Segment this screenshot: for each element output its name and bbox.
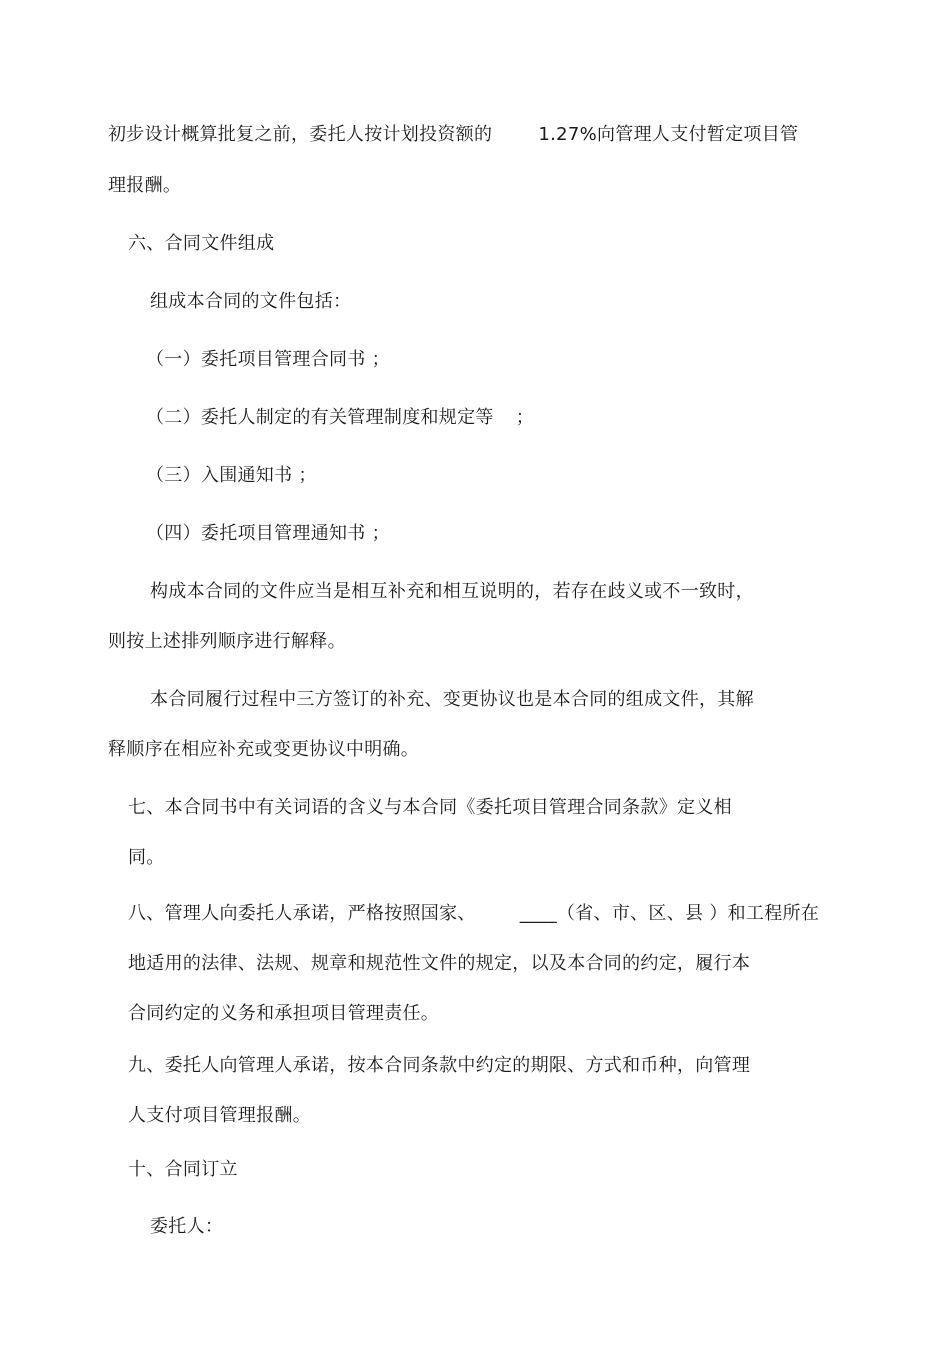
list-item-text: （四）委托项目管理通知书 bbox=[146, 523, 366, 544]
paragraph-line: 地适用的法律、法规、规章和规范性文件的规定，以及本合同的约定，履行本 bbox=[128, 953, 751, 974]
list-item bbox=[146, 522, 390, 546]
section-heading: 六、合同文件组成 bbox=[128, 233, 275, 254]
list-item-text: （二）委托人制定的有关管理制度和规定等 bbox=[146, 407, 494, 428]
signatory-label: 委托人： bbox=[150, 1216, 224, 1237]
text-segment: 1.27%向管理人支付暂定项目管 bbox=[538, 124, 799, 145]
paragraph-line: 人支付项目管理报酬。 bbox=[128, 1105, 311, 1126]
paragraph-line: 则按上述排列顺序进行解释。 bbox=[108, 631, 346, 652]
paragraph-line bbox=[128, 902, 819, 926]
paragraph-line: 七、本合同书中有关词语的含义与本合同《委托项目管理合同条款》定义相 bbox=[128, 797, 732, 818]
text-segment: 八、管理人向委托人承诺，严格按照国家、 bbox=[128, 903, 476, 924]
list-item-punct: ； bbox=[515, 407, 535, 428]
list-item-punct: ； bbox=[371, 523, 390, 544]
list-item-punct: ； bbox=[371, 349, 390, 370]
paragraph-line: 九、委托人向管理人承诺，按本合同条款中约定的期限、方式和币种，向管理 bbox=[128, 1055, 751, 1076]
paragraph-line: 理报酬。 bbox=[108, 175, 182, 196]
list-item bbox=[146, 348, 390, 372]
paragraph-line: 释顺序在相应补充或变更协议中明确。 bbox=[108, 739, 420, 760]
paragraph-line: 构成本合同的文件应当是相互补充和相互说明的，若存在歧义或不一致时， bbox=[150, 581, 754, 602]
text-segment: ____（省、市、区、县 ）和工程所在 bbox=[519, 903, 820, 924]
paragraph-line: 组成本合同的文件包括： bbox=[150, 291, 352, 312]
list-item bbox=[146, 406, 534, 430]
section-heading: 十、合同订立 bbox=[128, 1159, 238, 1180]
text-segment: 初步设计概算批复之前，委托人按计划投资额的 bbox=[108, 124, 493, 145]
paragraph-line bbox=[108, 123, 798, 147]
paragraph-line: 同。 bbox=[128, 847, 165, 868]
list-item: （三）入围通知书 ； bbox=[146, 465, 317, 486]
paragraph-line: 合同约定的义务和承担项目管理责任。 bbox=[128, 1003, 440, 1024]
list-item-text: （一）委托项目管理合同书 bbox=[146, 349, 366, 370]
paragraph-line: 本合同履行过程中三方签订的补充、变更协议也是本合同的组成文件，其解 bbox=[150, 689, 754, 710]
